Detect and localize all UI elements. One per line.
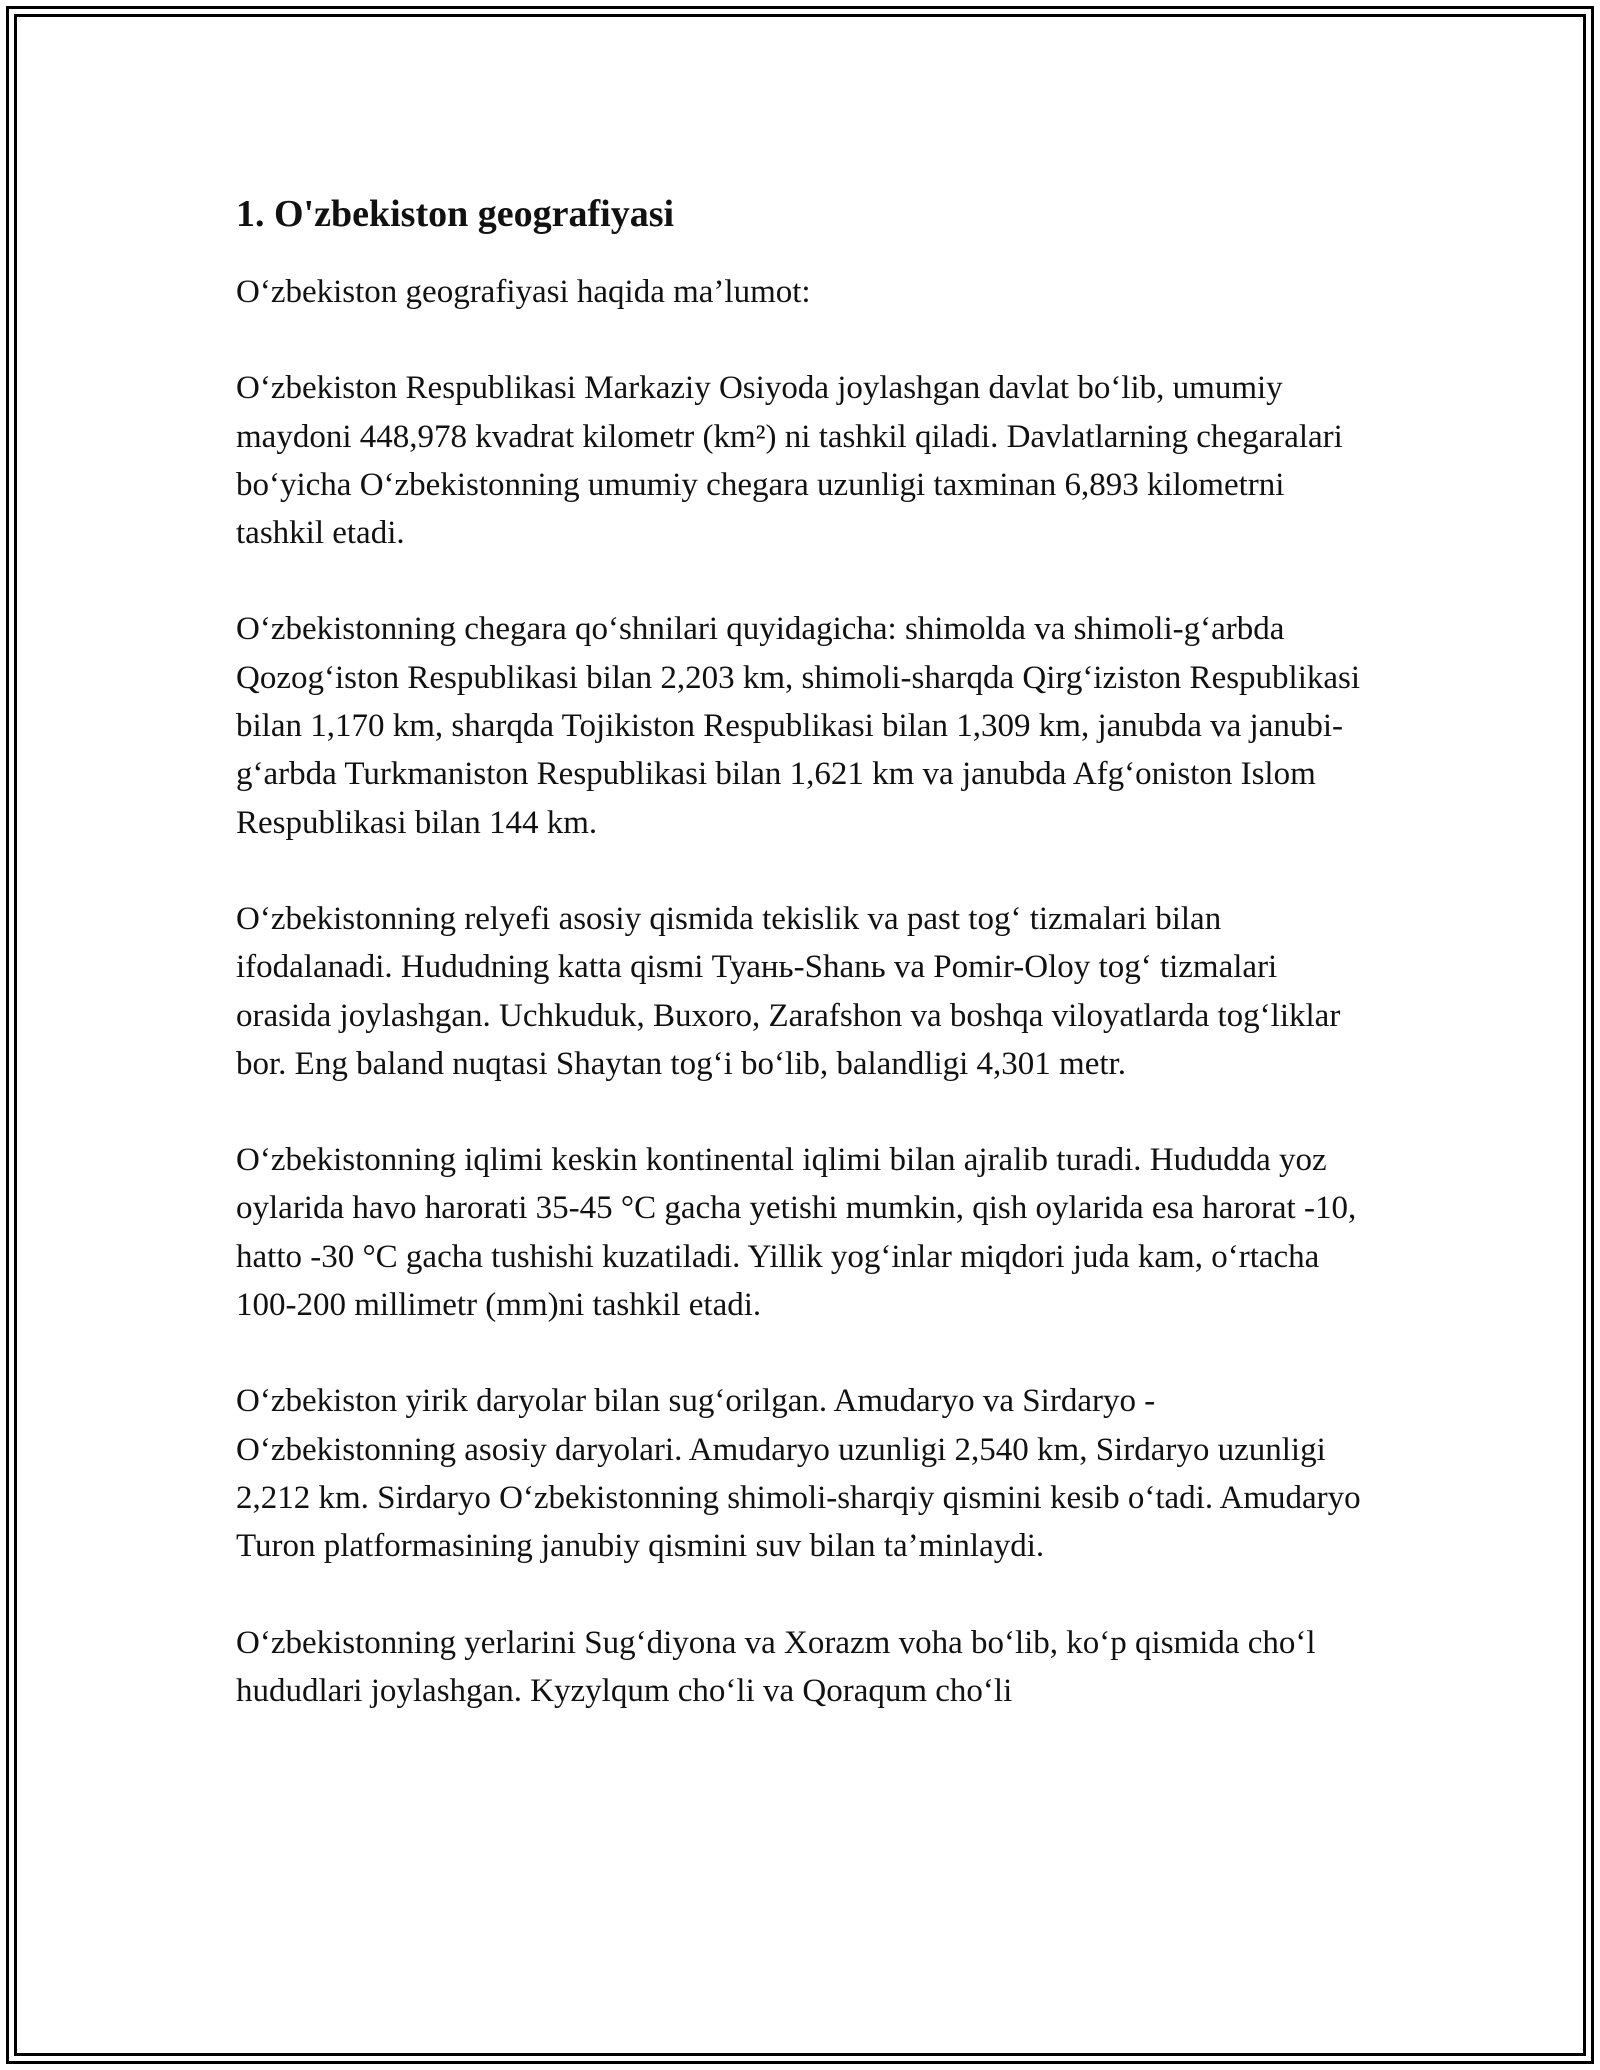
paragraph-deserts: O‘zbekistonning yerlarini Sug‘diyona va Xorazm voha bo‘lib, ko‘p qismida cho‘l hududlari joylashgan. Kyzylqum cho‘li va Qoraqum cho‘li: [236, 1624, 1316, 1709]
paragraph-climate: O‘zbekistonning iqlimi keskin kontinental iqlimi bilan ajralib turadi. Hududda yoz oylarida havo harorati 35-45 °C gacha yetishi mumkin, qish oylarida esa harorat -10, hatto -30 °C gacha tushishi kuzatiladi. Yillik yog‘inlar miqdori juda kam, o‘rtacha 100-200 millimetr (mm)ni tashkil etadi.: [236, 1142, 1357, 1324]
document-body: [236, 186, 1366, 1763]
paragraph-area-borders: O‘zbekiston Respublikasi Markaziy Osiyoda joylashgan davlat bo‘lib, umumiy maydoni 448,978 kvadrat kilometr (km²) ni tashkil qiladi. Davlatlarning chegaralari bo‘yicha O‘zbekistonning umumiy chegara uzunligi taxminan 6,893 kilometrni tashkil etadi.: [236, 370, 1343, 552]
paragraph-neighbors: O‘zbekistonning chegara qo‘shnilari quyidagicha: shimolda va shimoli-g‘arbda Qozog‘iston Respublikasi bilan 2,203 km, shimoli-sharqda Qirg‘iziston Respublikasi bilan 1,170 km, sharqda Tojikiston Respublikasi bilan 1,309 km, janubda va janubi-g‘arbda Turkmaniston Respublikasi bilan 1,621 km va janubda Afg‘oniston Islom Respublikasi bilan 144 km.: [236, 611, 1361, 841]
paragraph-relief: O‘zbekistonning relyefi asosiy qismida tekislik va past tog‘ tizmalari bilan ifodalanadi. Hududning katta qismi Туань-Shanь va Pomir-Oloy tog‘ tizmalari orasida joylashgan. Uchkuduk, Buxoro, Zarafshon va boshqa viloyatlarda tog‘liklar bor. Eng baland nuqtasi Shaytan tog‘i bo‘lib, balandligi 4,301 metr.: [236, 900, 1341, 1082]
section-heading: 1. O'zbekiston geografiyasi: [236, 193, 675, 235]
intro-line: O‘zbekiston geografiyasi haqida ma’lumot:: [236, 274, 811, 310]
paragraph-rivers: O‘zbekiston yirik daryolar bilan sug‘orilgan. Amudaryo va Sirdaryo - O‘zbekistonning asosiy daryolari. Amudaryo uzunligi 2,540 km, Sirdaryo uzunligi 2,212 km. Sirdaryo O‘zbekistonning shimoli-sharqiy qismini kesib o‘tadi. Amudaryo Turon platformasining janubiy qismini suv bilan ta’minlaydi.: [236, 1383, 1361, 1565]
